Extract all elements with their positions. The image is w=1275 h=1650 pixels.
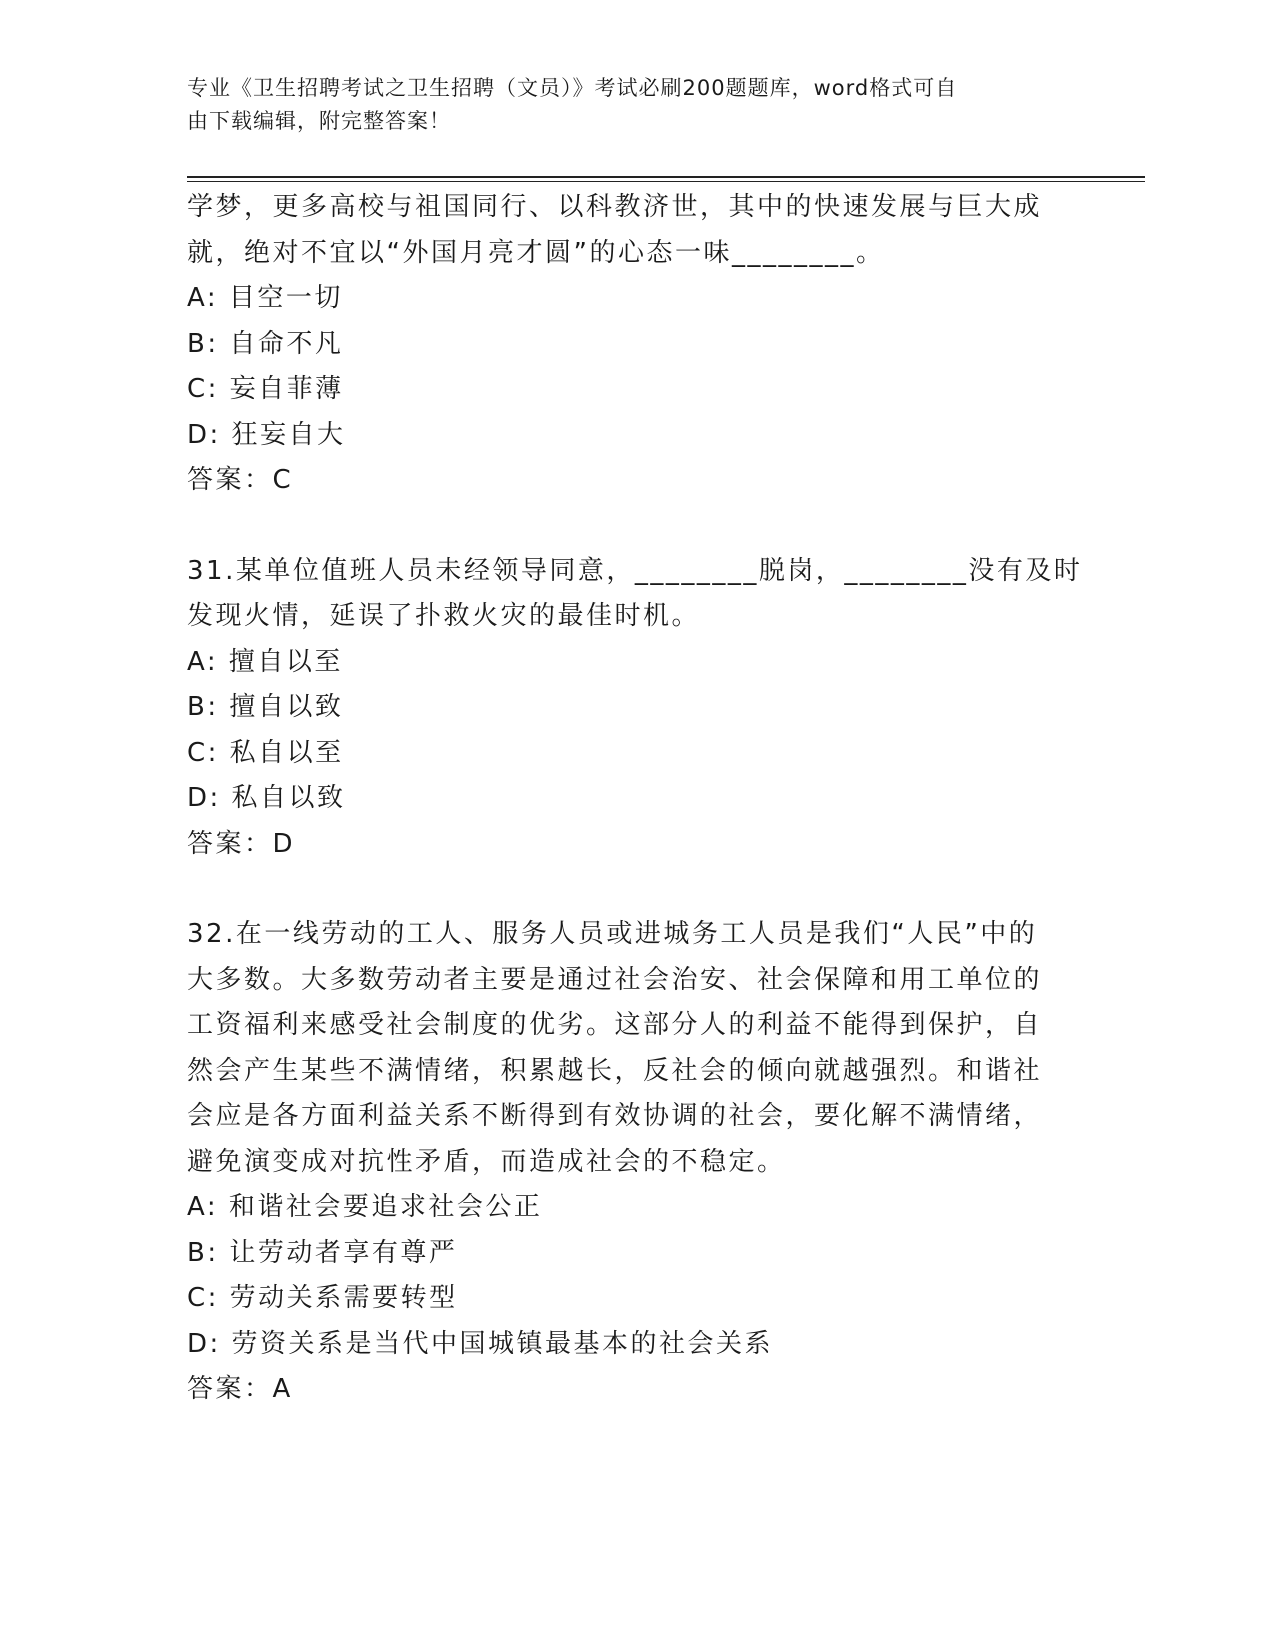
option-a: A: 目空一切	[187, 283, 343, 313]
option-b: B: 擅自以致	[187, 692, 344, 722]
answer-line: 答案：D	[187, 828, 296, 859]
header-line-1: 专业《卫生招聘考试之卫生招聘（文员）》考试必刷200题题库，word格式可自	[187, 76, 958, 100]
question-text-line: 然会产生某些不满情绪，积累越长，反社会的倾向就越强烈。和谐社	[187, 1055, 1043, 1086]
question-text-line: 学梦，更多高校与祖国同行、以科教济世，其中的快速发展与巨大成	[187, 192, 1043, 222]
option-d: D: 狂妄自大	[187, 419, 346, 450]
question-text-line: 工资福利来感受社会制度的优劣。这部分人的利益不能得到保护，自	[187, 1010, 1043, 1040]
header-divider-thick	[187, 176, 1145, 178]
question-text-line: 就，绝对不宜以“外国月亮才圆”的心态一味________。	[187, 237, 885, 268]
option-d: D: 私自以致	[187, 783, 346, 813]
question-text-line: 会应是各方面利益关系不断得到有效协调的社会，要化解不满情绪，	[187, 1101, 1043, 1131]
question-31	[187, 549, 1087, 868]
answer-line: 答案：C	[187, 465, 294, 495]
option-c: C: 私自以至	[187, 737, 344, 768]
question-30	[187, 185, 1087, 504]
question-text-line: 31.某单位值班人员未经领导同意，________脱岗，________没有及时	[187, 555, 1083, 586]
question-32	[187, 912, 1087, 1413]
document-body	[187, 185, 1087, 1413]
header-line-2: 由下载编辑，附完整答案！	[187, 109, 451, 133]
question-text-line: 32.在一线劳动的工人、服务人员或进城务工人员是我们“人民”中的	[187, 919, 1038, 949]
option-a: A: 擅自以至	[187, 646, 343, 677]
option-d: D: 劳资关系是当代中国城镇最基本的社会关系	[187, 1328, 774, 1359]
document-header	[187, 72, 1067, 138]
question-text-line: 大多数。大多数劳动者主要是通过社会治安、社会保障和用工单位的	[187, 964, 1043, 995]
answer-line: 答案：A	[187, 1374, 293, 1404]
question-text-line: 发现火情，延误了扑救火灾的最佳时机。	[187, 601, 701, 631]
spacer	[187, 867, 1087, 912]
question-text-line: 避免演变成对抗性矛盾，而造成社会的不稳定。	[187, 1146, 786, 1177]
option-b: B: 自命不凡	[187, 328, 344, 359]
option-c: C: 劳动关系需要转型	[187, 1283, 458, 1313]
option-c: C: 妄自菲薄	[187, 374, 344, 404]
option-a: A: 和谐社会要追求社会公正	[187, 1192, 543, 1222]
option-b: B: 让劳动者享有尊严	[187, 1237, 458, 1268]
header-divider-thin	[187, 181, 1145, 182]
spacer	[187, 504, 1087, 549]
